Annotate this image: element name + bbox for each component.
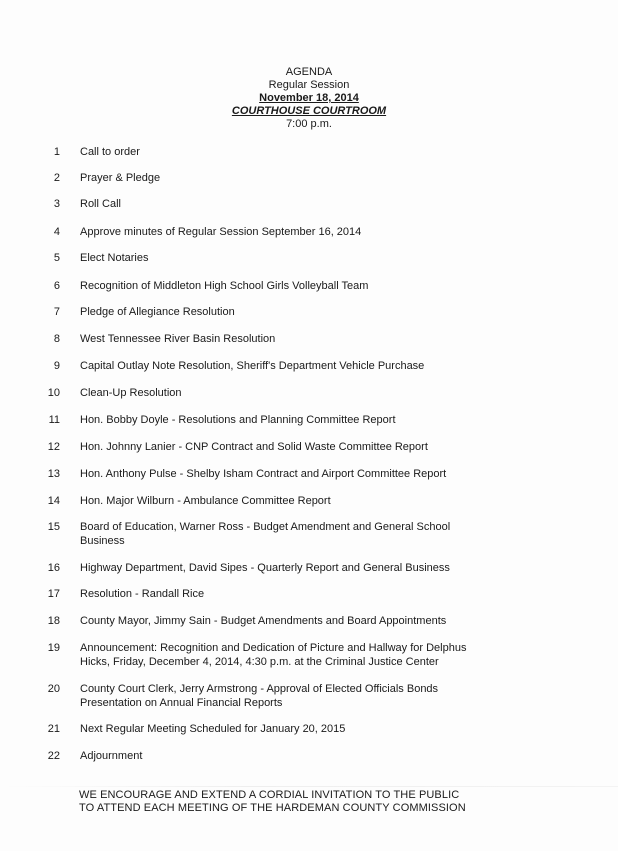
agenda-item-line: Hon. Major Wilburn - Ambulance Committee Report bbox=[80, 495, 331, 507]
agenda-item-line: Adjournment bbox=[80, 750, 143, 762]
agenda-item-text bbox=[80, 614, 500, 628]
agenda-item-text bbox=[80, 520, 500, 548]
agenda-item-line: Presentation on Annual Financial Reports bbox=[80, 697, 283, 709]
agenda-item-text bbox=[80, 251, 500, 265]
agenda-item-text bbox=[80, 682, 500, 710]
agenda-item-number: 5 bbox=[53, 252, 60, 264]
agenda-item-text bbox=[80, 467, 500, 481]
invitation-footer bbox=[79, 789, 549, 815]
agenda-item-number: 8 bbox=[53, 333, 60, 345]
agenda-item-line: Business bbox=[80, 535, 125, 547]
agenda-item-number: 15 bbox=[47, 521, 60, 533]
agenda-item-number: 6 bbox=[53, 280, 60, 292]
agenda-item-line: Roll Call bbox=[80, 198, 121, 210]
agenda-item-number: 20 bbox=[47, 683, 60, 695]
agenda-item-number: 16 bbox=[47, 562, 60, 574]
agenda-item-line: County Court Clerk, Jerry Armstrong - Approval of Elected Officials Bonds bbox=[80, 683, 439, 695]
agenda-title: AGENDA bbox=[285, 66, 333, 78]
agenda-item-line: Capital Outlay Note Resolution, Sheriff's Department Vehicle Purchase bbox=[80, 360, 425, 372]
agenda-item-text bbox=[80, 749, 500, 763]
agenda-item-line: Clean-Up Resolution bbox=[80, 387, 182, 399]
agenda-item-text bbox=[80, 332, 500, 346]
agenda-item-text bbox=[80, 722, 500, 736]
agenda-item-line: Call to order bbox=[80, 146, 140, 158]
meeting-location: COURTHOUSE COURTROOM bbox=[231, 105, 387, 117]
agenda-item-number: 14 bbox=[47, 495, 60, 507]
agenda-item-line: County Mayor, Jimmy Sain - Budget Amendments and Board Appointments bbox=[80, 615, 447, 627]
agenda-item-line: Hon. Bobby Doyle - Resolutions and Planning Committee Report bbox=[80, 414, 396, 426]
agenda-item-number: 11 bbox=[48, 414, 60, 426]
agenda-item-number: 12 bbox=[47, 441, 60, 453]
agenda-item-text bbox=[80, 561, 500, 575]
meeting-time: 7:00 p.m. bbox=[286, 118, 332, 130]
invitation-line-1: WE ENCOURAGE AND EXTEND A CORDIAL INVITATION TO THE PUBLIC bbox=[79, 789, 460, 801]
agenda-item-line: Hicks, Friday, December 4, 2014, 4:30 p.m. at the Criminal Justice Center bbox=[80, 656, 439, 668]
agenda-item-text bbox=[80, 494, 500, 508]
agenda-item-text bbox=[80, 197, 500, 211]
agenda-item-line: Next Regular Meeting Scheduled for January 20, 2015 bbox=[80, 723, 346, 735]
agenda-item-number: 13 bbox=[47, 468, 60, 480]
agenda-item-number: 18 bbox=[47, 615, 60, 627]
agenda-item-text bbox=[80, 587, 500, 601]
agenda-item-line: Prayer & Pledge bbox=[80, 172, 161, 184]
agenda-item-number: 9 bbox=[53, 360, 60, 372]
agenda-item-number: 3 bbox=[53, 198, 60, 210]
meeting-date: November 18, 2014 bbox=[259, 92, 359, 104]
agenda-item-text bbox=[80, 413, 500, 427]
agenda-item-number: 21 bbox=[47, 723, 60, 735]
agenda-item-line: Announcement: Recognition and Dedication of Picture and Hallway for Delphus bbox=[80, 642, 467, 654]
invitation-line-2: TO ATTEND EACH MEETING OF THE HARDEMAN COUNTY COMMISSION bbox=[79, 802, 466, 814]
session-type: Regular Session bbox=[268, 79, 350, 91]
agenda-item-number: 10 bbox=[47, 387, 60, 399]
agenda-item-text bbox=[80, 145, 500, 159]
agenda-header bbox=[0, 66, 618, 131]
agenda-item-line: Highway Department, David Sipes - Quarterly Report and General Business bbox=[80, 562, 450, 574]
agenda-item-text bbox=[80, 641, 500, 669]
agenda-item-number: 22 bbox=[47, 750, 60, 762]
agenda-item-text bbox=[80, 386, 500, 400]
agenda-item-number: 7 bbox=[53, 306, 60, 318]
paper-fold bbox=[0, 786, 618, 787]
agenda-item-text bbox=[80, 440, 500, 454]
agenda-item-text bbox=[80, 279, 500, 293]
agenda-item-text bbox=[80, 171, 500, 185]
agenda-item-line: Resolution - Randall Rice bbox=[80, 588, 205, 600]
agenda-item-line: Hon. Anthony Pulse - Shelby Isham Contract and Airport Committee Report bbox=[80, 468, 447, 480]
agenda-item-line: Hon. Johnny Lanier - CNP Contract and Solid Waste Committee Report bbox=[80, 441, 428, 453]
agenda-item-line: West Tennessee River Basin Resolution bbox=[80, 333, 276, 345]
agenda-item-number: 4 bbox=[53, 226, 60, 238]
agenda-item-line: Approve minutes of Regular Session September 16, 2014 bbox=[80, 226, 362, 238]
agenda-item-line: Elect Notaries bbox=[80, 252, 149, 264]
agenda-item-number: 19 bbox=[47, 642, 60, 654]
agenda-item-line: Board of Education, Warner Ross - Budget Amendment and General School bbox=[80, 521, 451, 533]
agenda-item-text bbox=[80, 225, 500, 239]
agenda-item-text bbox=[80, 359, 500, 373]
agenda-item-line: Pledge of Allegiance Resolution bbox=[80, 306, 235, 318]
agenda-item-line: Recognition of Middleton High School Girls Volleyball Team bbox=[80, 280, 369, 292]
agenda-item-number: 2 bbox=[53, 172, 60, 184]
agenda-item-number: 17 bbox=[47, 588, 60, 600]
agenda-item-number: 1 bbox=[53, 146, 60, 158]
agenda-item-text bbox=[80, 305, 500, 319]
